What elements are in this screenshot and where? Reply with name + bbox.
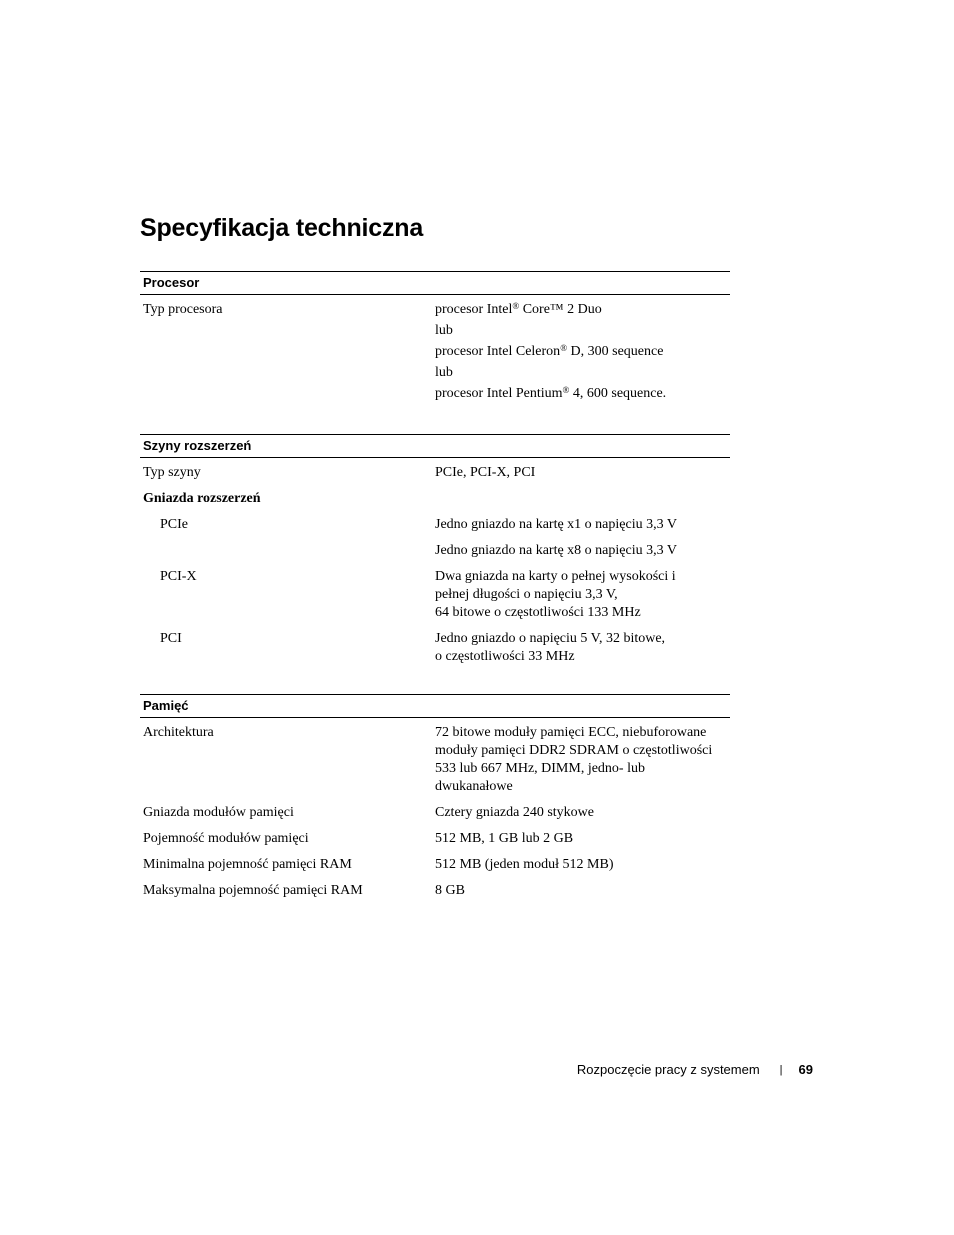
page-number: 69 (798, 1062, 813, 1077)
section-header-szyny: Szyny rozszerzeń (140, 434, 730, 458)
section-header-procesor: Procesor (140, 271, 730, 295)
value-line: Jedno gniazdo o napięciu 5 V, 32 bitowe, (435, 631, 666, 646)
value-line: dwukanałowe (435, 779, 513, 794)
spec-value: Jedno gniazdo na kartę x1 o napięciu 3,3 V (435, 517, 677, 532)
spec-row-architektura (140, 724, 730, 804)
spec-value: PCIe, PCI-X, PCI (435, 465, 536, 480)
spec-key: Typ szyny (143, 465, 201, 480)
value-line: procesor Intel Celeron® D, 300 sequence (435, 343, 664, 359)
spec-key: PCI-X (160, 569, 197, 584)
spec-key: Pojemność modułów pamięci (143, 831, 309, 846)
value-line: procesor Intel Pentium® 4, 600 sequence. (435, 385, 667, 401)
value-line: Dwa gniazda na karty o pełnej wysokości i (435, 569, 676, 584)
registered-mark: ® (562, 385, 570, 395)
value-line: procesor Intel® Core™ 2 Duo (435, 301, 602, 317)
section-procesor (140, 271, 730, 414)
spec-row-typ-szyny (140, 464, 730, 490)
spec-row-pojemnosc-modulow (140, 830, 730, 856)
spec-key (140, 542, 435, 560)
spec-key: Typ procesora (143, 302, 223, 317)
value-line: moduły pamięci DDR2 SDRAM o częstotliwości (435, 743, 713, 758)
spec-key: Maksymalna pojemność pamięci RAM (143, 883, 363, 898)
spec-value: 512 MB, 1 GB lub 2 GB (435, 831, 574, 846)
spec-key: PCIe (160, 517, 188, 532)
value-line: 533 lub 667 MHz, DIMM, jedno- lub (435, 761, 645, 776)
spec-row-pci (140, 630, 730, 674)
spec-table (140, 271, 730, 928)
spec-value: Cztery gniazda 240 stykowe (435, 805, 595, 820)
section-szyny (140, 434, 730, 674)
value-line: lub (435, 365, 453, 380)
spec-row-pci-x (140, 568, 730, 630)
footer-separator: | (779, 1063, 783, 1076)
spec-row-pcie-x8 (140, 542, 730, 568)
spec-row-gniazda-rozszerzen (140, 490, 730, 516)
footer-section-title: Rozpoczęcie pracy z systemem (576, 1062, 760, 1077)
spec-value: 8 GB (435, 883, 465, 898)
registered-mark: ® (512, 301, 520, 311)
spec-value (435, 724, 730, 796)
value-line: o częstotliwości 33 MHz (435, 649, 575, 664)
page-title: Specyfikacja techniczna (140, 214, 424, 242)
spec-value: Jedno gniazdo na kartę x8 o napięciu 3,3 V (435, 543, 677, 558)
registered-mark: ® (560, 343, 568, 353)
page-footer (577, 1062, 813, 1077)
spec-key: Minimalna pojemność pamięci RAM (143, 857, 352, 872)
value-line: 72 bitowe moduły pamięci ECC, niebuforowane (435, 725, 707, 740)
value-line: lub (435, 323, 453, 338)
spec-value (435, 301, 730, 406)
spec-value: 512 MB (jeden moduł 512 MB) (435, 857, 614, 872)
spec-row-min-ram (140, 856, 730, 882)
spec-key: Gniazda modułów pamięci (143, 805, 294, 820)
spec-key: PCI (160, 631, 182, 646)
spec-value (435, 568, 730, 622)
spec-row-max-ram (140, 882, 730, 908)
spec-row-pcie (140, 516, 730, 542)
spec-key: Architektura (143, 725, 214, 740)
spec-subheading: Gniazda rozszerzeń (143, 491, 261, 506)
section-pamiec (140, 694, 730, 908)
spec-row-typ-procesora (140, 301, 730, 414)
spec-row-gniazda-modulow (140, 804, 730, 830)
section-header-pamiec: Pamięć (140, 694, 730, 718)
spec-value (435, 490, 730, 508)
spec-value (435, 630, 730, 666)
value-line: pełnej długości o napięciu 3,3 V, (435, 587, 618, 602)
value-line: 64 bitowe o częstotliwości 133 MHz (435, 605, 641, 620)
